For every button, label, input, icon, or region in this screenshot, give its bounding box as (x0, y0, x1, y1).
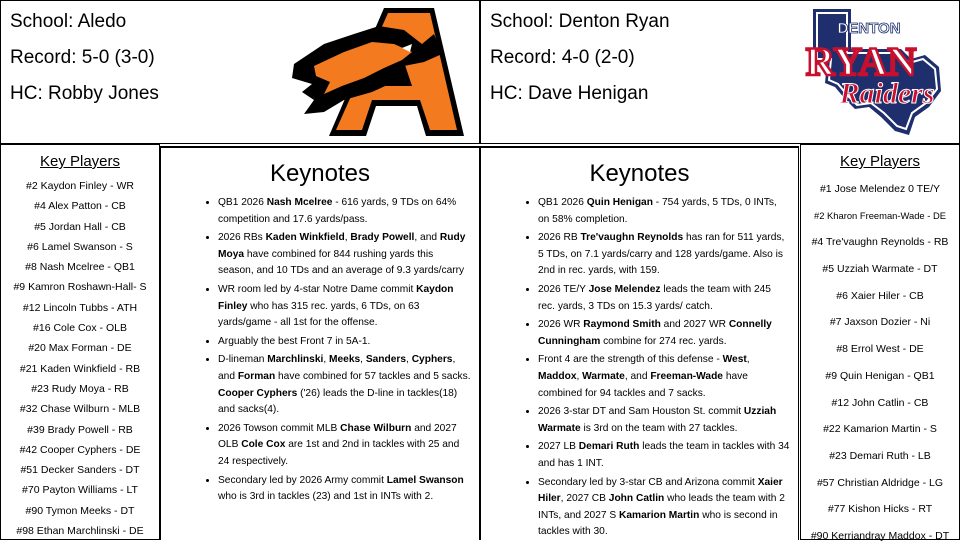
list-item: #7 Jaxson Dozier - Ni (829, 316, 931, 329)
list-item: #1 Jose Melendez 0 TE/Y (819, 183, 941, 195)
keynote-text: is 3rd on the team with 27 tackles. (580, 422, 738, 434)
list-item: #23 Rudy Moya - RB (31, 382, 129, 395)
ryan-key-players (800, 144, 960, 540)
keynote-text: , (576, 370, 583, 382)
keynote-highlight: Forman (237, 370, 276, 382)
list-item: #70 Payton Williams - LT (22, 484, 138, 497)
keynote-text: 2026 WR (538, 319, 584, 331)
svg-text:DENTON: DENTON (837, 20, 901, 37)
list-item: #9 Quin Henigan - QB1 (825, 369, 935, 382)
aledo-logo-icon (284, 4, 469, 140)
keynote-text: Arguably the best Front 7 in 5A-1. (218, 335, 371, 347)
keynote-text: who has 315 rec. yards, 6 TDs, on 63 yards/game - all 1st for the offense. (218, 300, 420, 329)
ryan-key-players-title: Key Players (839, 153, 921, 170)
list-item: #12 Lincoln Tubbs - ATH (22, 301, 138, 314)
aledo-keynotes-list (161, 194, 479, 506)
keynote-text: Secondary led by 3-star CB and Arizona commit (538, 476, 758, 488)
list-item: #8 Nash Mcelree - QB1 (25, 261, 135, 274)
keynote-text: have combined for 844 rushing yards this season, and 10 TDs and an average of 9.3 yards/carry (218, 248, 465, 277)
keynote-highlight: Demari Ruth (578, 441, 640, 453)
keynote-highlight: Kaydon Finley (218, 283, 454, 312)
keynote-highlight: Sanders (365, 354, 407, 366)
keynote-text: Secondary led by 2026 Army commit (218, 474, 387, 486)
keynote-item (538, 316, 790, 350)
aledo-keynotes-title: Keynotes (269, 160, 371, 187)
aledo-school: School: Aledo (10, 11, 127, 32)
keynote-highlight: Xaier Hiler (538, 476, 783, 505)
aledo-coach: HC: Robby Jones (10, 83, 159, 104)
ryan-record: Record: 4-0 (2-0) (490, 47, 635, 68)
keynote-highlight: West (722, 354, 747, 366)
keynote-text: have combined for 57 tackles and 5 sacks. (275, 370, 471, 382)
keynote-text: , (323, 354, 329, 366)
keynote-text: who leads the team with 2 INTs, and 2027 S (538, 493, 785, 521)
keynote-text: QB1 2026 (218, 197, 267, 208)
keynote-highlight: Chase Wilburn (340, 422, 412, 434)
list-item: #2 Kaydon Finley - WR (26, 180, 134, 192)
list-item: #77 Kishon Hicks - RT (827, 503, 933, 516)
keynote-text: - 754 yards, 5 TDs, 0 INTs, on 58% completion. (538, 197, 777, 225)
keynote-text: 2026 RBs (218, 232, 266, 244)
ryan-keynotes-title: Keynotes (589, 160, 690, 187)
keynote-text: have combined for 94 tackles and 7 sacks. (538, 370, 748, 399)
keynote-highlight: Connelly Cunningham (538, 319, 772, 347)
keynote-highlight: Marchlinski (267, 354, 324, 366)
ryan-player-list (801, 176, 959, 550)
ryan-coach: HC: Dave Henigan (490, 83, 649, 104)
keynote-text: 2026 3-star DT and Sam Houston St. commit (538, 406, 744, 418)
keynote-item (538, 229, 790, 280)
keynote-text: , and (414, 232, 440, 244)
keynote-text: WR room led by 4-star Notre Dame commit (218, 283, 417, 295)
list-item: #22 Kamarion Martin - S (823, 423, 937, 436)
aledo-player-list (1, 176, 159, 541)
list-item: #2 Kharon Freeman-Wade - DE (813, 209, 946, 221)
list-item: #12 John Catlin - CB (831, 396, 929, 409)
keynote-text: Front 4 are the strength of this defense - (538, 354, 723, 366)
keynote-item (218, 333, 471, 351)
list-item: #90 Tymon Meeks - DT (25, 504, 135, 517)
keynote-highlight: Kamarion Martin (618, 509, 700, 521)
keynote-item (538, 474, 790, 541)
list-item: #20 Max Forman - DE (28, 342, 132, 355)
list-item: #42 Cooper Cyphers - DE (19, 443, 141, 456)
list-item: #8 Errol West - DE (836, 343, 924, 356)
keynote-highlight: Nash Mcelree (266, 197, 333, 208)
keynote-text: who is second in tackles with 30. (538, 509, 778, 538)
keynote-highlight: Meeks (329, 354, 361, 366)
keynote-item (218, 229, 471, 280)
keynote-highlight: Maddox (538, 370, 577, 382)
keynote-highlight: Freeman-Wade (650, 370, 723, 382)
keynote-highlight: Rudy Moya (218, 232, 466, 260)
keynote-item (538, 438, 790, 472)
list-item: #90 Kerriandray Maddox - DT (810, 529, 950, 542)
keynote-highlight: Cyphers (411, 354, 453, 366)
keynote-highlight: John Catlin (608, 493, 665, 505)
keynote-item (218, 420, 471, 471)
keynote-text: and 2027 OLB (218, 422, 457, 451)
aledo-key-players (0, 144, 160, 540)
keynote-text: has ran for 511 yards, 5 TDs, on 7.1 yards/carry and 128 yards/game. Also is 2nd in rec. yards, with 159. (538, 232, 785, 277)
keynote-text: who is 3rd in tackles (23) and 1st in INTs with 2. (218, 491, 434, 503)
aledo-record: Record: 5-0 (3-0) (10, 47, 155, 68)
keynote-highlight: Brady Powell (350, 232, 415, 244)
list-item: #98 Ethan Marchlinski - DE (16, 525, 144, 538)
list-item: #5 Jordan Hall - CB (34, 220, 126, 233)
keynote-highlight: Uzziah Warmate (538, 406, 777, 434)
keynote-item (218, 194, 471, 228)
keynote-highlight: Tre'vaughn Reynolds (580, 232, 684, 244)
ryan-keynotes (480, 146, 799, 540)
keynote-highlight: Lamel Swanson (386, 474, 464, 486)
keynote-item (218, 351, 471, 418)
keynote-item (538, 281, 790, 315)
keynote-text: 2026 RB (538, 232, 581, 244)
keynote-item (538, 194, 790, 228)
keynote-text: leads the team with 245 rec. yards, 3 TDs on 15.3 yards/ catch. (538, 283, 771, 312)
list-item: #4 Alex Patton - CB (34, 200, 126, 213)
svg-text:RYAN: RYAN (805, 39, 917, 84)
keynote-item (218, 281, 471, 332)
keynote-text: leads the team in tackles with 34 and has 1 INT. (538, 441, 790, 469)
keynote-text: 2027 LB (538, 441, 579, 453)
list-item: #6 Xaier Hiler - CB (836, 289, 924, 302)
list-item: #57 Christian Aldridge - LG (816, 476, 944, 489)
list-item: #16 Cole Cox - OLB (33, 322, 127, 335)
keynote-text: , 2027 CB (560, 493, 609, 505)
keynote-text: , (746, 354, 750, 366)
list-item: #39 Brady Powell - RB (27, 423, 133, 436)
aledo-key-players-title: Key Players (39, 153, 121, 170)
keynote-item (538, 403, 790, 437)
keynote-text: and 2027 WR (660, 319, 729, 331)
keynote-text: , and (218, 354, 456, 382)
list-item: #5 Uzziah Warmate - DT (822, 263, 938, 276)
keynote-highlight: Warmate (582, 370, 625, 382)
keynote-highlight: Cole Cox (241, 439, 286, 451)
list-item: #51 Decker Sanders - DT (20, 464, 140, 477)
list-item: #32 Chase Wilburn - MLB (19, 403, 141, 416)
keynote-text: , (406, 354, 412, 366)
keynote-text: - 616 yards, 9 TDs on 64% competition and 17.6 yards/pass. (218, 197, 457, 225)
ryan-keynotes-list (481, 194, 798, 541)
keynote-highlight: Raymond Smith (583, 319, 661, 331)
list-item: #21 Kaden Winkfield - RB (19, 362, 141, 375)
keynote-highlight: Quin Henigan (586, 197, 653, 208)
keynote-highlight: Jose Melendez (588, 283, 661, 295)
keynote-text: D-lineman (218, 354, 268, 366)
keynote-item (218, 472, 471, 506)
keynote-text: ('26) leads the D-line in tackles(18) and sacks(4). (218, 387, 458, 416)
keynote-highlight: Cooper Cyphers (218, 387, 298, 399)
list-item: #6 Lamel Swanson - S (27, 240, 133, 253)
svg-text:Raiders: Raiders (839, 77, 935, 110)
ryan-logo-text (769, 3, 949, 141)
keynote-text: , (360, 354, 366, 366)
aledo-header (0, 0, 480, 144)
list-item: #4 Tre'vaughn Reynolds - RB (811, 236, 949, 249)
ryan-header (480, 0, 960, 144)
keynote-item (538, 351, 790, 402)
keynote-text: , (344, 232, 351, 244)
list-item: #23 Demari Ruth - LB (829, 449, 931, 462)
keynote-text: combine for 274 rec. yards. (600, 335, 727, 347)
keynote-text: 2026 Towson commit MLB (218, 422, 341, 434)
keynote-text: , and (624, 370, 651, 382)
keynote-text: 2026 TE/Y (538, 283, 589, 295)
keynote-highlight: Kaden Winkfield (265, 232, 345, 244)
ryan-school: School: Denton Ryan (490, 11, 670, 32)
list-item: #9 Kamron Roshawn-Hall- S (13, 281, 147, 294)
keynote-text: are 1st and 2nd in tackles with 25 and 24 respectively. (218, 439, 460, 467)
keynote-text: QB1 2026 (538, 197, 587, 208)
aledo-keynotes (160, 146, 480, 540)
